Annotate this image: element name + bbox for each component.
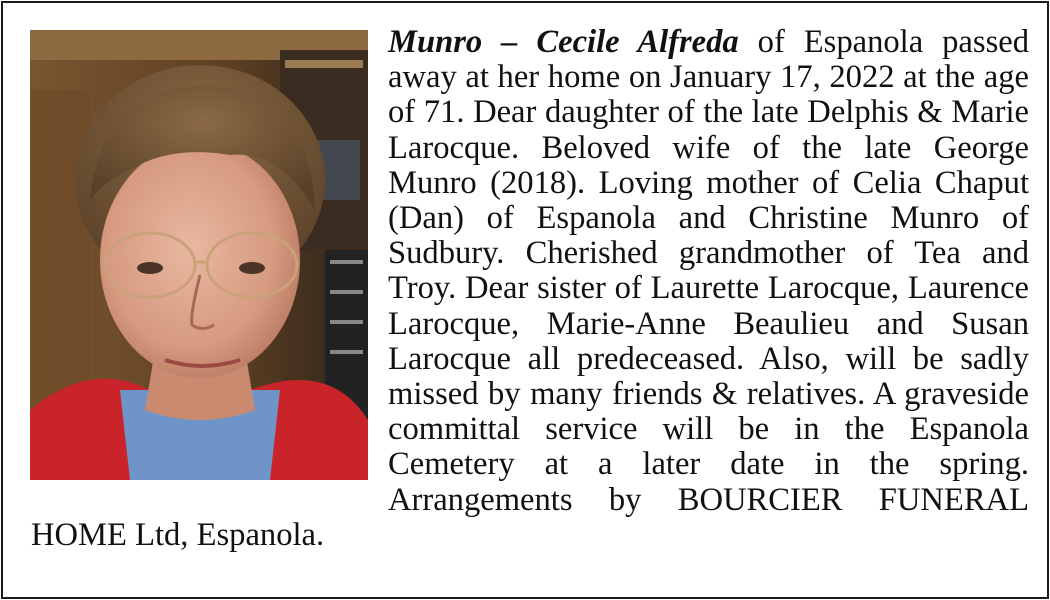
photo-spacer (31, 25, 388, 485)
deceased-name: Munro – Cecile Alfreda (388, 24, 739, 60)
obituary-text (31, 25, 1029, 553)
obituary-body: of Espanola passed away at her home on January 17, 2022 at the age of 71. Dear daughter of the late Delphis & Marie Larocque. Beloved wife of the late George Munro (2018). Loving mother of Celia Chaput (Dan) of Espanola and Christine Munro of Sudbury. Cherished grandmother of Tea and Troy. Dear sister of Laurette Larocque, Laurence Larocque, Marie-Anne Beaulieu and Susan Larocque all predeceased. Also, will be sadly missed by many friends & relatives. A graveside committal service will be in the Espanola Cemetery at a later date in the spring. Arrangements by BOURCIER FUNERAL HOME Ltd, Espanola. (31, 24, 1029, 553)
obituary-notice (1, 1, 1049, 599)
